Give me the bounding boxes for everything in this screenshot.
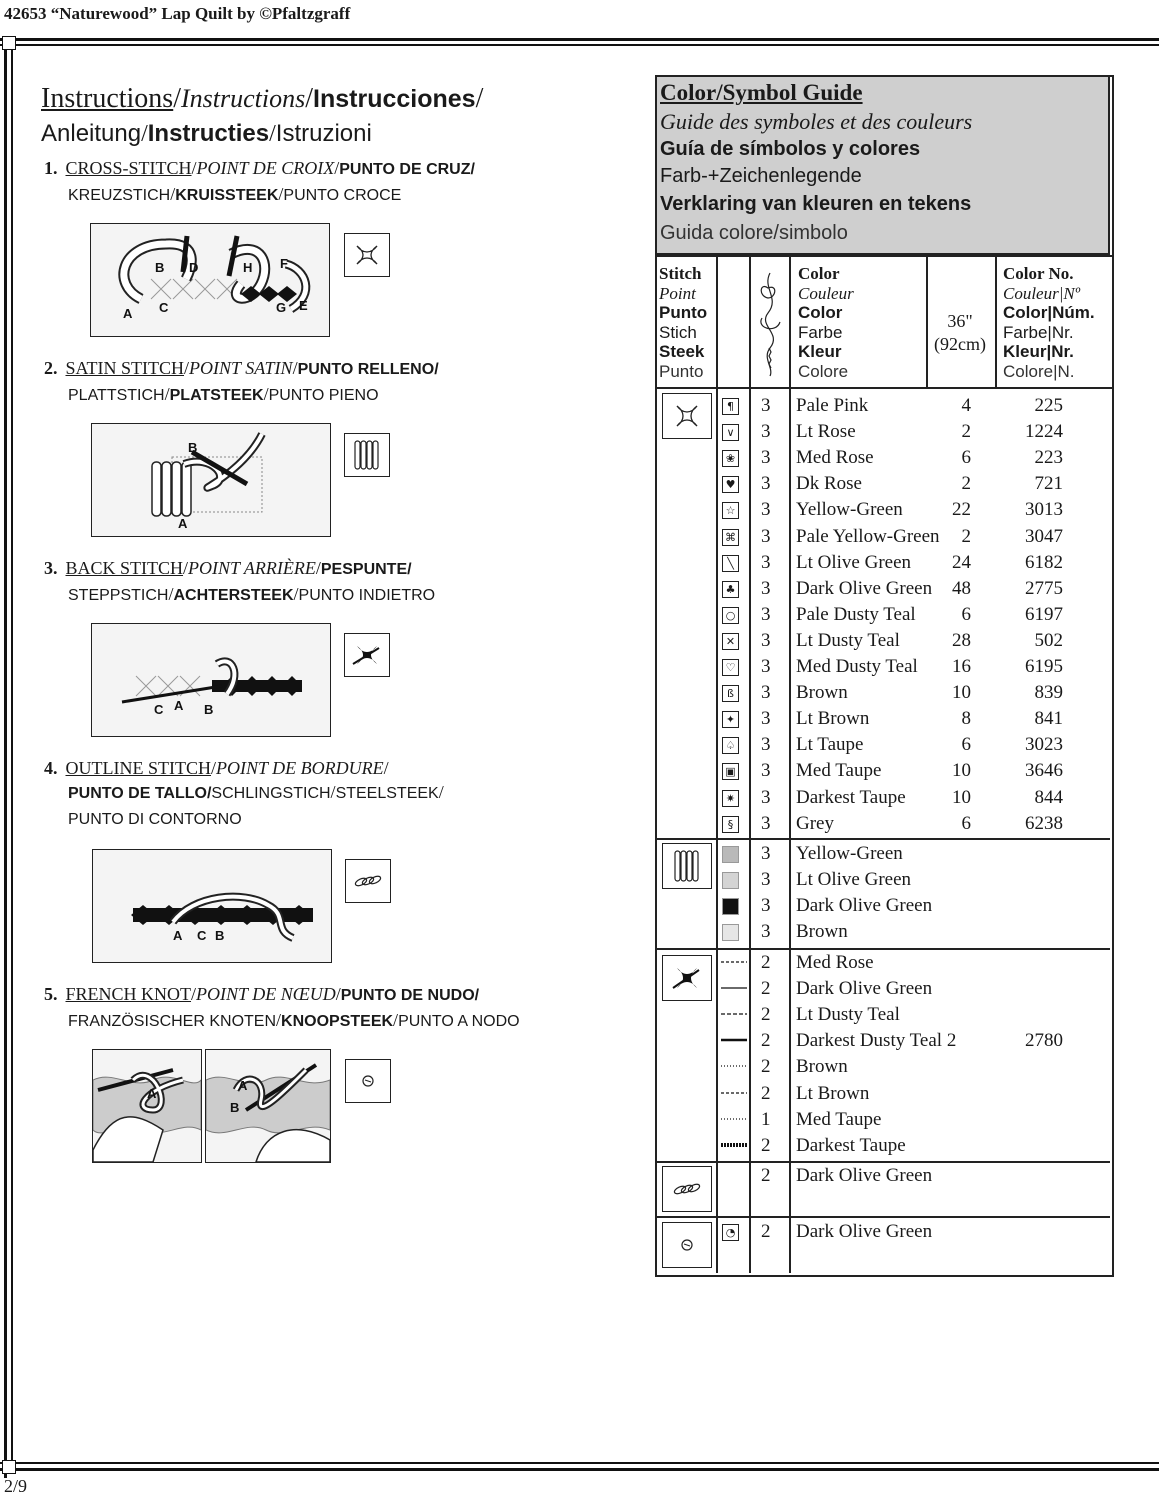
- satin-stitch-diagram: [91, 423, 331, 537]
- backstitch-line-sample: [719, 1061, 749, 1071]
- color-number: 3013: [1025, 499, 1063, 521]
- color-symbol: ✕: [722, 633, 739, 650]
- color-number: 841: [1034, 708, 1063, 730]
- color-symbol: [722, 872, 739, 889]
- strand-count: 3: [761, 551, 771, 573]
- color-number: 6182: [1025, 551, 1063, 573]
- color-symbol: ✷: [722, 790, 739, 807]
- color-row: [657, 681, 1109, 707]
- svg-text:D: D: [189, 260, 199, 275]
- color-symbol: ß: [722, 685, 739, 702]
- skein-count: 28: [952, 629, 971, 651]
- page-header: 42653 “Naturewood” Lap Quilt by ©Pfaltzgraff: [4, 4, 351, 23]
- color-row: [657, 759, 1109, 785]
- french-knot-diagram-1: [92, 1049, 202, 1163]
- color-number: 223: [1034, 447, 1063, 469]
- skein-count: 16: [952, 656, 971, 677]
- color-name: Med Taupe: [796, 1108, 882, 1130]
- color-name: Brown: [796, 921, 848, 943]
- color-row: [657, 629, 1109, 655]
- color-number: 721: [1034, 473, 1063, 495]
- skein-count: 2: [961, 525, 971, 547]
- color-name: Lt Brown: [796, 708, 870, 730]
- color-symbol: §: [722, 816, 739, 833]
- color-symbol: ♡: [722, 659, 739, 676]
- color-row: [657, 525, 1109, 551]
- svg-text:A: A: [178, 516, 188, 531]
- color-name: Lt Olive Green: [796, 551, 912, 573]
- color-symbol: [722, 846, 739, 863]
- color-name: Med Taupe: [796, 760, 882, 782]
- color-row: [657, 707, 1109, 733]
- svg-text:F: F: [280, 256, 288, 271]
- strand-count: 3: [761, 395, 771, 416]
- color-row: [657, 920, 1109, 946]
- color-name: Darkest Taupe: [796, 786, 906, 808]
- skein-count: 6: [961, 734, 971, 756]
- svg-text:C: C: [154, 702, 164, 717]
- strand-count: 3: [761, 734, 771, 756]
- strand-count: 2: [761, 1165, 771, 1186]
- strand-count: 2: [761, 1056, 771, 1078]
- color-row: [657, 1003, 1109, 1029]
- skein-count: 8: [961, 708, 971, 730]
- skein-count: 10: [952, 786, 971, 808]
- color-number: 3646: [1025, 760, 1063, 782]
- color-symbol: ☆: [722, 502, 739, 519]
- color-name: Dark Olive Green: [796, 1221, 933, 1242]
- guide-banner: Color/Symbol Guide Guide des symboles et des couleurs Guía de símbolos y colores Farb-+Zeichenlegende Verklaring van kleuren en tekens Guida colore/simbolo: [655, 75, 1110, 255]
- color-row: [657, 603, 1109, 629]
- color-name: Darkest Dusty Teal 2: [796, 1030, 957, 1052]
- color-name: Pale Pink: [796, 395, 869, 416]
- skein-count: 2: [961, 473, 971, 495]
- satin-stitch-symbol: [344, 433, 390, 477]
- strand-count: 3: [761, 421, 771, 443]
- color-name: Brown: [796, 682, 848, 704]
- strand-count: 3: [761, 603, 771, 625]
- floss-strand-icon: [752, 268, 788, 383]
- color-number: 225: [1034, 395, 1063, 416]
- strand-count: 3: [761, 656, 771, 677]
- color-row: [657, 812, 1109, 838]
- color-symbol: ╲: [722, 555, 739, 572]
- cross-stitch-diagram: [90, 223, 330, 337]
- color-symbol: ♥: [722, 476, 739, 493]
- strand-count: 3: [761, 447, 771, 469]
- svg-text:A: A: [173, 928, 183, 943]
- step-back-stitch: 3. BACK STITCH/POINT ARRIÈRE/PESPUNTE/ STEPPSTICH/ACHTERSTEEK/PUNTO INDIETRO: [44, 558, 436, 604]
- color-symbol: [722, 898, 739, 915]
- skein-count: 6: [961, 812, 971, 834]
- svg-text:B: B: [204, 702, 214, 717]
- color-number: 6195: [1025, 656, 1063, 677]
- color-name: Lt Olive Green: [796, 869, 912, 891]
- strand-count: 3: [761, 629, 771, 651]
- color-row: [657, 1082, 1109, 1108]
- strand-count: 3: [761, 499, 771, 521]
- color-number: 3023: [1025, 734, 1063, 756]
- color-name: Brown: [796, 1056, 848, 1078]
- color-row: [657, 977, 1109, 1003]
- color-row: [657, 786, 1109, 812]
- color-row: [657, 1164, 1109, 1190]
- svg-text:C: C: [197, 928, 207, 943]
- color-name: Med Dusty Teal: [796, 656, 918, 677]
- color-row: [657, 894, 1109, 920]
- color-number: 839: [1034, 682, 1063, 704]
- color-name: Dark Olive Green: [796, 978, 933, 1000]
- color-name: Lt Dusty Teal: [796, 629, 900, 651]
- strand-count: 3: [761, 786, 771, 808]
- step-cross-stitch: 1. CROSS-STITCH/POINT DE CROIX/PUNTO DE CRUZ/ KREUZSTICH/KRUISSTEEK/PUNTO CROCE: [44, 158, 475, 204]
- svg-text:E: E: [299, 298, 308, 313]
- svg-text:A: A: [238, 1078, 248, 1093]
- color-name: Yellow-Green: [796, 499, 903, 521]
- strand-count: 2: [761, 1004, 771, 1026]
- color-symbol: ▣: [722, 763, 739, 780]
- color-name: Darkest Taupe: [796, 1134, 906, 1156]
- strand-count: 1: [761, 1108, 771, 1130]
- color-symbol: ♣: [722, 581, 739, 598]
- color-row: [657, 1134, 1109, 1160]
- strand-count: 2: [761, 952, 771, 973]
- col-size-header: 36" (92cm): [934, 311, 986, 354]
- color-name: Med Rose: [796, 447, 874, 469]
- backstitch-line-sample: [719, 1035, 749, 1045]
- color-symbol: ◔: [722, 1224, 739, 1241]
- color-symbol: ✦: [722, 711, 739, 728]
- color-number: 6238: [1025, 812, 1063, 834]
- color-row: [657, 1220, 1109, 1246]
- color-name: Dark Olive Green: [796, 895, 933, 917]
- color-row: [657, 420, 1109, 446]
- skein-count: 22: [952, 499, 971, 521]
- color-row: [657, 868, 1109, 894]
- svg-text:B: B: [188, 440, 198, 455]
- color-row: [657, 394, 1109, 420]
- back-stitch-symbol: [344, 633, 390, 677]
- strand-count: 2: [761, 1221, 771, 1242]
- french-knot-symbol: [345, 1059, 391, 1103]
- color-name: Med Rose: [796, 952, 874, 973]
- color-name: Dark Olive Green: [796, 577, 933, 599]
- strand-count: 3: [761, 895, 771, 917]
- back-stitch-diagram: [91, 623, 331, 737]
- strand-count: 3: [761, 682, 771, 704]
- svg-text:G: G: [276, 300, 287, 315]
- svg-text:B: B: [230, 1100, 240, 1115]
- color-row: [657, 733, 1109, 759]
- strand-count: 3: [761, 760, 771, 782]
- color-symbol: ❀: [722, 450, 739, 467]
- color-symbol: ○: [722, 607, 739, 624]
- skein-count: 48: [952, 577, 971, 599]
- color-row: [657, 1055, 1109, 1081]
- svg-text:B: B: [215, 928, 225, 943]
- strand-count: 3: [761, 577, 771, 599]
- skein-count: 10: [952, 760, 971, 782]
- strand-count: 2: [761, 1030, 771, 1052]
- color-number: 6197: [1025, 603, 1063, 625]
- backstitch-line-sample: [719, 1088, 749, 1098]
- svg-text:B: B: [155, 260, 165, 275]
- color-row: [657, 446, 1109, 472]
- color-number: 3047: [1025, 525, 1063, 547]
- color-row: [657, 1029, 1109, 1055]
- color-row: [657, 472, 1109, 498]
- backstitch-line-sample: [719, 1009, 749, 1019]
- color-row: [657, 655, 1109, 681]
- svg-text:A: A: [147, 1086, 157, 1101]
- color-name: Lt Taupe: [796, 734, 864, 756]
- step-satin-stitch: 2. SATIN STITCH/POINT SATIN/PUNTO RELLENO/ PLATTSTICH/PLATSTEEK/PUNTO PIENO: [44, 358, 439, 404]
- strand-count: 3: [761, 525, 771, 547]
- svg-text:A: A: [174, 698, 184, 713]
- backstitch-line-sample: [719, 1114, 749, 1124]
- color-number: 1224: [1025, 421, 1063, 443]
- svg-text:C: C: [159, 300, 169, 315]
- color-row: [657, 551, 1109, 577]
- outline-stitch-diagram: [92, 849, 332, 963]
- color-row: [657, 577, 1109, 603]
- color-name: Grey: [796, 812, 834, 834]
- page-number: 2/9: [4, 1476, 28, 1496]
- color-name: Dk Rose: [796, 473, 862, 495]
- skein-count: 24: [952, 551, 971, 573]
- col-number-header: Color No. Couleur|Nº Color|Núm. Farbe|Nr. Kleur|Nr. Colore|N.: [1003, 264, 1095, 381]
- color-symbol: ∨: [722, 424, 739, 441]
- instructions-title: Instructions/Instructions/Instrucciones/: [41, 83, 484, 114]
- color-name: Lt Brown: [796, 1082, 870, 1104]
- strand-count: 2: [761, 978, 771, 1000]
- strand-count: 3: [761, 843, 771, 864]
- col-color-header: Color Couleur Color Farbe Kleur Colore: [798, 264, 854, 381]
- strand-count: 3: [761, 473, 771, 495]
- step-french-knot: 5. FRENCH KNOT/POINT DE NŒUD/PUNTO DE NUDO/ FRANZÖSISCHER KNOTEN/KNOOPSTEEK/PUNTO A NODO: [44, 984, 520, 1030]
- color-name: Yellow-Green: [796, 843, 903, 864]
- color-name: Pale Dusty Teal: [796, 603, 916, 625]
- col-stitch-header: Stitch Point Punto Stich Steek Punto: [659, 264, 708, 381]
- instructions-title-line2: Anleitung/Instructies/Istruzioni: [41, 120, 372, 147]
- color-symbol: [722, 924, 739, 941]
- strand-count: 2: [761, 1082, 771, 1104]
- skein-count: 6: [961, 447, 971, 469]
- strand-count: 2: [761, 1134, 771, 1156]
- cross-stitch-symbol: [344, 233, 390, 277]
- color-name: Dark Olive Green: [796, 1165, 933, 1186]
- color-row: [657, 498, 1109, 524]
- skein-count: 10: [952, 682, 971, 704]
- backstitch-line-sample: [719, 957, 749, 967]
- color-symbol: ♤: [722, 737, 739, 754]
- color-symbol: ⌘: [722, 529, 739, 546]
- color-name: Lt Dusty Teal: [796, 1004, 900, 1026]
- color-number: 2775: [1025, 577, 1063, 599]
- color-row: [657, 951, 1109, 977]
- color-number: 2780: [1025, 1030, 1063, 1052]
- color-number: 502: [1034, 629, 1063, 651]
- skein-count: 4: [961, 395, 971, 416]
- french-knot-diagram-2: [205, 1049, 331, 1163]
- skein-count: 6: [961, 603, 971, 625]
- strand-count: 3: [761, 921, 771, 943]
- strand-count: 3: [761, 869, 771, 891]
- color-name: Pale Yellow-Green: [796, 525, 940, 547]
- svg-text:A: A: [123, 306, 133, 321]
- strand-count: 3: [761, 812, 771, 834]
- strand-count: 3: [761, 708, 771, 730]
- backstitch-line-sample: [719, 983, 749, 993]
- svg-text:H: H: [243, 260, 253, 275]
- color-row: [657, 1108, 1109, 1134]
- color-number: 844: [1034, 786, 1063, 808]
- color-symbol: ¶: [722, 398, 739, 415]
- color-row: [657, 842, 1109, 868]
- color-name: Lt Rose: [796, 421, 856, 443]
- outline-stitch-symbol: [345, 859, 391, 903]
- backstitch-line-sample: [719, 1140, 749, 1150]
- skein-count: 2: [961, 421, 971, 443]
- step-outline-stitch: 4. OUTLINE STITCH/POINT DE BORDURE/ PUNTO DE TALLO/SCHLINGSTICH/STEELSTEEK/ PUNTO DI CONTORNO: [44, 758, 444, 828]
